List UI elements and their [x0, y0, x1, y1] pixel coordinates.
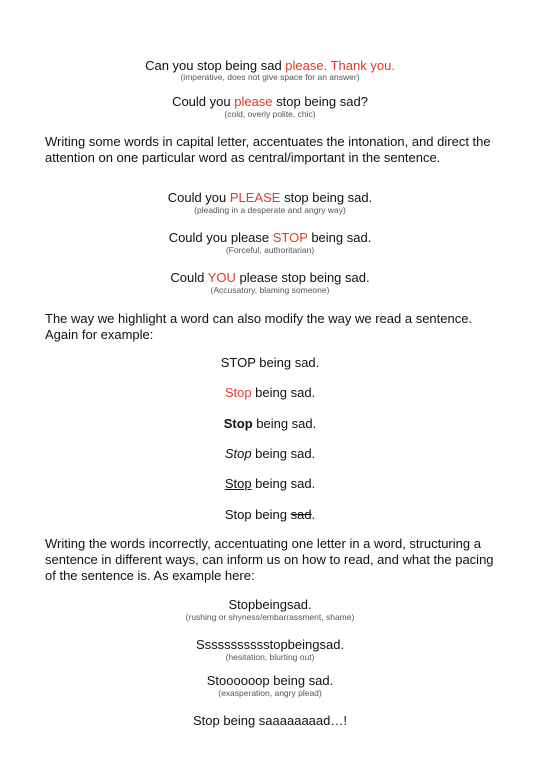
highlighted-word: YOU	[207, 270, 236, 285]
example-note: (exasperation, angry plead)	[218, 688, 322, 698]
example-note: (imperative, does not give space for an answer)	[180, 72, 360, 82]
sentence-text: Could	[170, 270, 208, 285]
sentence-text: being sad.	[252, 416, 317, 431]
sentence-text: being sad.	[307, 230, 372, 245]
paragraph-highlight: The way we highlight a word can also modify the way we read a sentence. Again for example:	[45, 311, 473, 342]
example-sentence	[0, 270, 540, 285]
example-sentence	[0, 94, 540, 109]
pacing-example: Stoooooop being sad.	[206, 673, 334, 688]
stop-variant-bold	[0, 416, 540, 431]
example-note: (cold, overly polite, chic)	[224, 109, 316, 119]
sentence-text: Could you	[167, 190, 230, 205]
example-note: (Accusatory, blaming someone)	[210, 285, 330, 295]
sentence-text: being sad.	[251, 446, 316, 461]
sentence-text: stop being sad.	[280, 190, 373, 205]
sentence-text: Can you stop being sad	[145, 58, 286, 73]
styled-word: Stop	[224, 385, 252, 400]
stop-variant-underline	[0, 476, 540, 491]
example-sentence	[0, 58, 540, 73]
highlighted-word: please. Thank you.	[285, 58, 395, 73]
sentence-text: please stop being sad.	[235, 270, 370, 285]
pacing-example: Ssssssssssstopbeingsad.	[195, 637, 345, 652]
stop-variant-italic	[0, 446, 540, 461]
highlighted-word: PLEASE	[229, 190, 281, 205]
stop-variant-caps	[0, 355, 540, 370]
sentence-text: stop being sad?	[272, 94, 368, 109]
example-note: (rushing or shyness/embarrassment, shame)	[185, 612, 355, 622]
example-note: (hesitation, blurting out)	[225, 652, 315, 662]
styled-word: Stop	[224, 476, 252, 491]
example-note: (pleading in a desperate and angry way)	[194, 205, 346, 215]
sentence-text: Could you	[172, 94, 235, 109]
sentence-text: Could you please	[168, 230, 273, 245]
paragraph-incorrect-writing: Writing the words incorrectly, accentuating one letter in a word, structuring a sentence in different ways, can inform us on how to read, and what the pacing of the sentence is. As example here:	[45, 536, 494, 583]
example-sentence	[0, 190, 540, 205]
sentence-text: being sad.	[251, 385, 316, 400]
sentence-text: Stop being	[224, 507, 291, 522]
sentence-text: being sad.	[251, 476, 316, 491]
sentence-text: .	[311, 507, 316, 522]
example-sentence	[0, 230, 540, 245]
sentence-text: being sad.	[255, 355, 320, 370]
styled-word: Stop	[224, 446, 252, 461]
styled-word: STOP	[220, 355, 256, 370]
stop-variant-strike	[0, 507, 540, 522]
pacing-example: Stopbeingsad.	[228, 597, 312, 612]
example-note: (Forceful, authoritarian)	[225, 245, 315, 255]
paragraph-capital-letters: Writing some words in capital letter, accentuates the intonation, and direct the attention on one particular word as central/important in the sentence.	[45, 134, 491, 165]
stop-variant-red	[0, 385, 540, 400]
styled-word: Stop	[223, 416, 253, 431]
highlighted-word: please	[234, 94, 273, 109]
styled-word: sad	[290, 507, 312, 522]
pacing-example: Stop being saaaaaaaad…!	[193, 713, 347, 728]
highlighted-word: STOP	[272, 230, 308, 245]
